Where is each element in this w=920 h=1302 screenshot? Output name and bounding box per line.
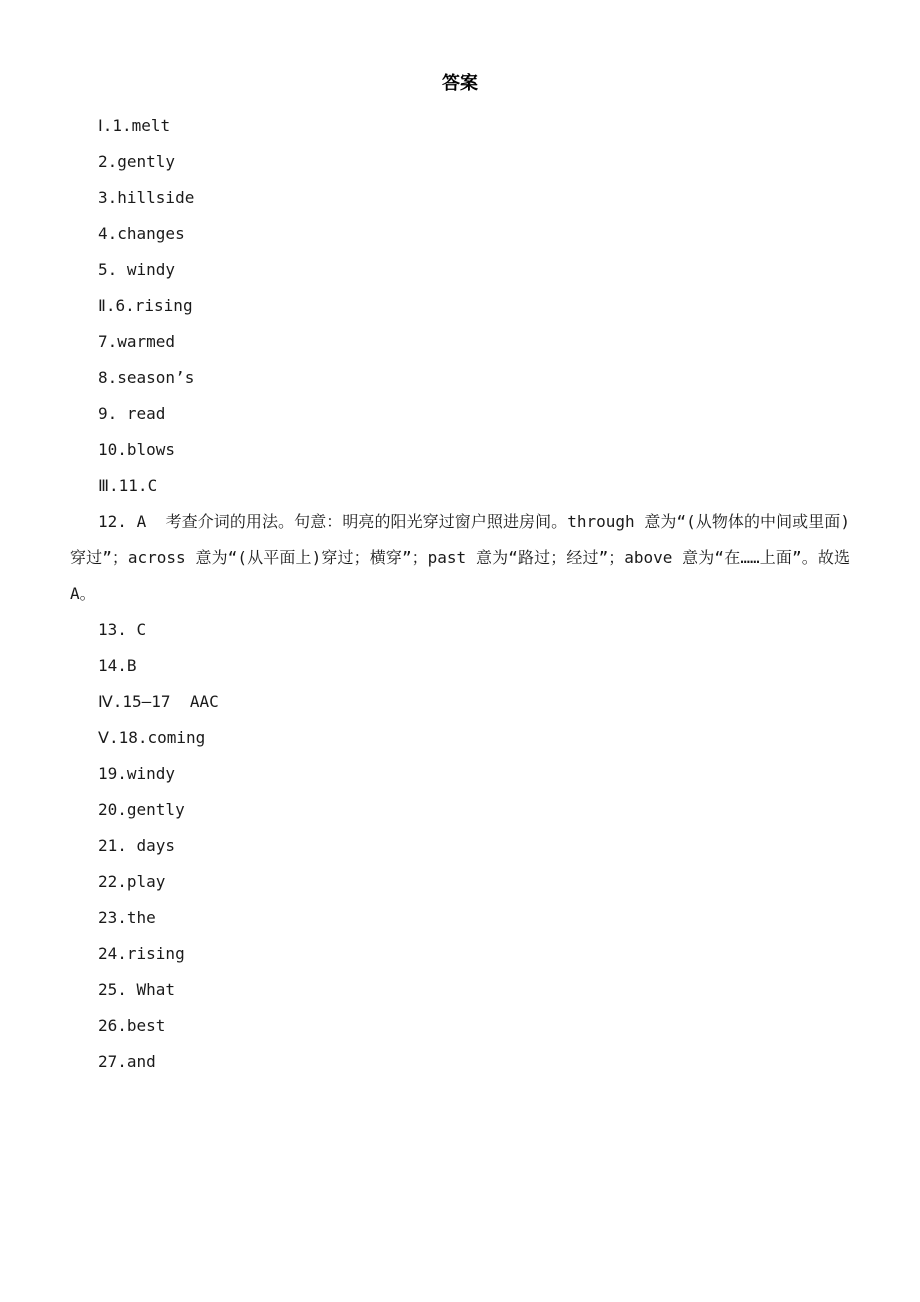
answer-line-q14: 14.B [98, 656, 137, 675]
answer-line-q4: 4.changes [98, 224, 185, 243]
answer-line-q3: 3.hillside [98, 188, 195, 207]
answer-line-q26: 26.best [98, 1016, 166, 1035]
answer-line-section4-q15-17: Ⅳ.15—17 AAC [98, 692, 219, 711]
answer-line-section2-q6: Ⅱ.6.rising [98, 296, 193, 315]
answer-explanation-q12: 12. A 考查介词的用法。句意：明亮的阳光穿过窗户照进房间。through 意为“(从物体的中间或里面)穿过”；across 意为“(从平面上)穿过；横穿”；past 意为“路过；经过”；above 意为“在……上面”。故选A。 [70, 512, 850, 603]
answer-line-q25: 25. What [98, 980, 176, 999]
answer-line-section3-q11: Ⅲ.11.C [98, 476, 158, 495]
answer-line-q9: 9. read [98, 404, 166, 423]
answer-line-q27: 27.and [98, 1052, 156, 1071]
answer-line-q10: 10.blows [98, 440, 176, 459]
answer-line-q20: 20.gently [98, 800, 185, 819]
answer-line-section5-q18: Ⅴ.18.coming [98, 728, 206, 747]
answer-list [70, 108, 850, 1080]
answer-line-q24: 24.rising [98, 944, 185, 963]
answer-line-q13: 13. C [98, 620, 147, 639]
answer-line-q2: 2.gently [98, 152, 176, 171]
answer-line-q5: 5. windy [98, 260, 176, 279]
answer-line-q22: 22.play [98, 872, 166, 891]
answer-line-q7: 7.warmed [98, 332, 176, 351]
page-title: 答案 [442, 73, 478, 94]
answer-line-section1-q1: Ⅰ.1.melt [98, 116, 171, 135]
answer-line-q21: 21. days [98, 836, 176, 855]
answer-line-q8: 8.season’s [98, 368, 195, 387]
answer-line-q19: 19.windy [98, 764, 176, 783]
answer-line-q23: 23.the [98, 908, 156, 927]
